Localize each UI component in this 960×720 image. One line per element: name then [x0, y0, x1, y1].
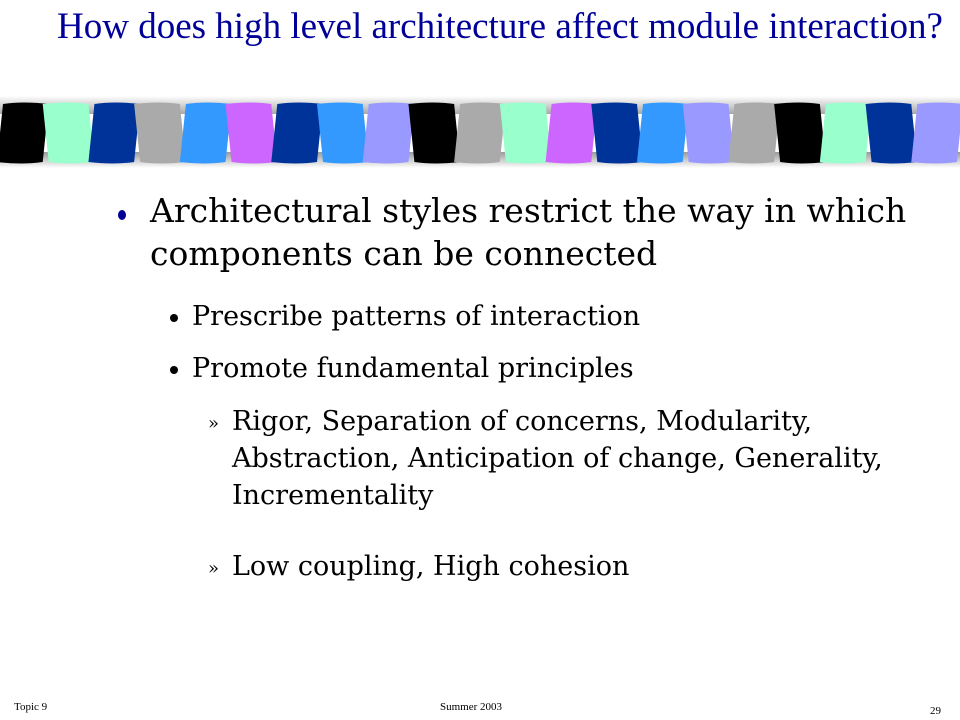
sub-bullet-icon [170, 366, 178, 374]
sub-sub-bullet-text: Low coupling, High cohesion [232, 551, 630, 582]
sub-bullet-text: Promote fundamental principles [192, 353, 634, 384]
sub-sub-bullet-marker: » [208, 413, 220, 434]
footer-topic: Topic 9 [14, 701, 48, 713]
sub-bullet-text: Prescribe patterns of interaction [192, 301, 641, 332]
main-bullet-text: Architectural styles restrict the way in which components can be connected [150, 191, 907, 273]
main-bullet-icon [118, 210, 126, 220]
sub-sub-bullet-marker: » [208, 558, 220, 579]
sub-sub-bullet-text: Rigor, Separation of concerns, Modularity, Abstraction, Anticipation of change, Generality, Incrementality [232, 406, 883, 511]
page-number: 29 [930, 705, 941, 717]
footer-date: Summer 2003 [440, 701, 503, 713]
sub-bullet-icon [170, 314, 178, 322]
slide-title: How does high level architecture affect module interaction? [57, 6, 943, 47]
